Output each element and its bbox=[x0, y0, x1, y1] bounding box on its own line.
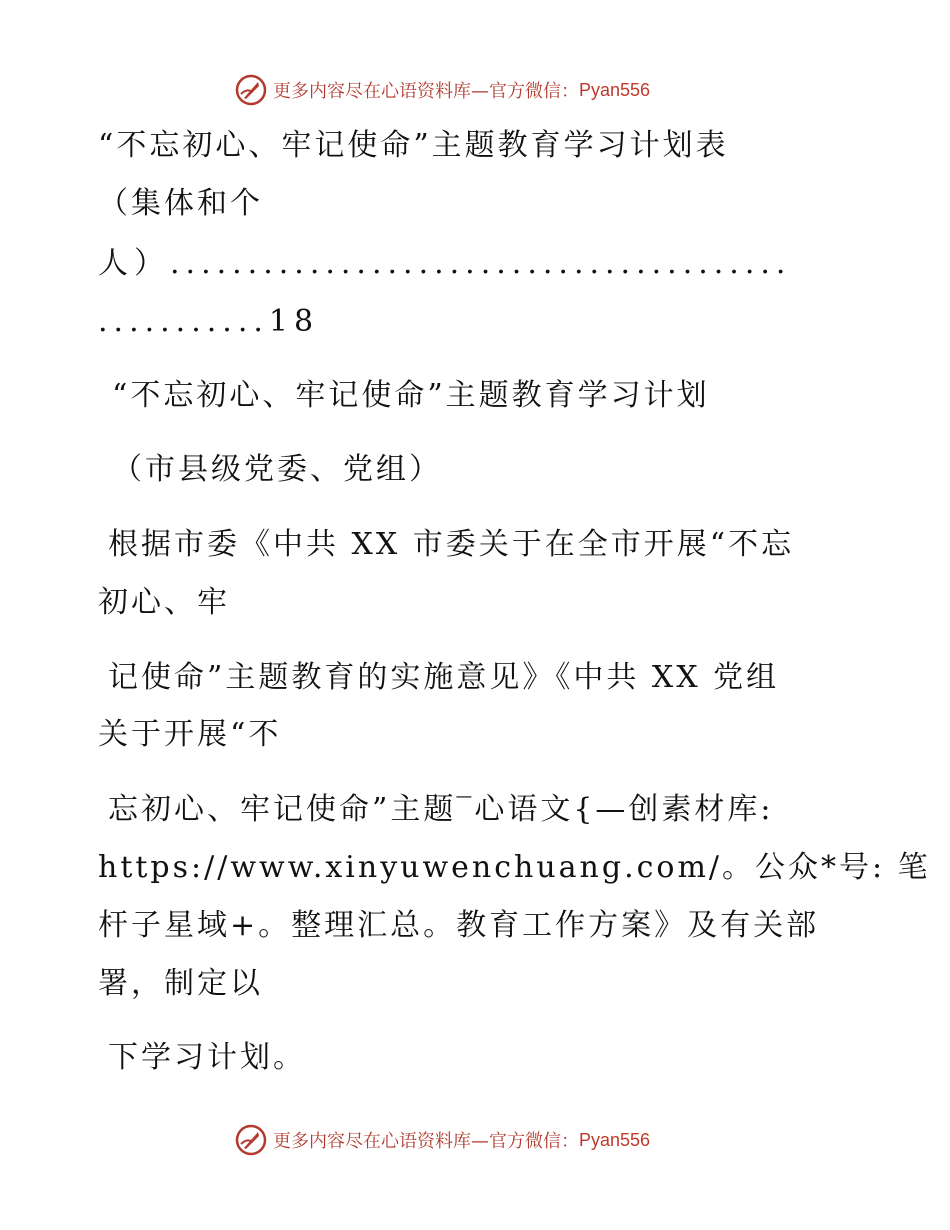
paragraph-line: 根据市委《中共 XX 市委关于在全市开展“不忘 bbox=[108, 527, 795, 562]
banner-wechat-id: Pyan556 bbox=[579, 1129, 651, 1150]
toc-page-number-line: ...........18 bbox=[98, 304, 320, 339]
section-subheading: （市县级党委、党组） bbox=[112, 452, 442, 487]
banner-text: 更多内容尽在心语资料库—官方微信： bbox=[273, 81, 579, 102]
paragraph-line: 下学习计划。 bbox=[108, 1040, 306, 1075]
section-heading: “不忘初心、牢记使命”主题教育学习计划 bbox=[112, 378, 710, 413]
title-line-2: （集体和个 bbox=[98, 186, 263, 221]
toc-line: 人）........................................ bbox=[98, 246, 792, 281]
paragraph-line: 署，制定以 bbox=[98, 966, 263, 1001]
paragraph-line: https://www.xinyuwenchuang.com/。公众*号: 笔 bbox=[98, 850, 931, 885]
footer-watermark-banner bbox=[235, 1122, 650, 1158]
banner-wechat-id: Pyan556 bbox=[579, 79, 651, 100]
feather-pen-logo-icon bbox=[235, 74, 267, 106]
paragraph-line: 关于开展“不 bbox=[98, 717, 282, 752]
paragraph-line: 忘初心、牢记使命”主题‾心语文{—创素材库: bbox=[108, 792, 774, 827]
paragraph-line: 初心、牢 bbox=[98, 585, 230, 620]
paragraph-line: 记使命”主题教育的实施意见》《中共 XX 党组 bbox=[108, 660, 780, 695]
banner-text: 更多内容尽在心语资料库—官方微信： bbox=[273, 1131, 579, 1152]
header-watermark-banner bbox=[235, 72, 650, 108]
paragraph-line: 杆子星域+。整理汇总。教育工作方案》及有关部 bbox=[98, 908, 820, 943]
title-line-1: “不忘初心、牢记使命”主题教育学习计划表 bbox=[98, 128, 729, 163]
feather-pen-logo-icon bbox=[235, 1124, 267, 1156]
